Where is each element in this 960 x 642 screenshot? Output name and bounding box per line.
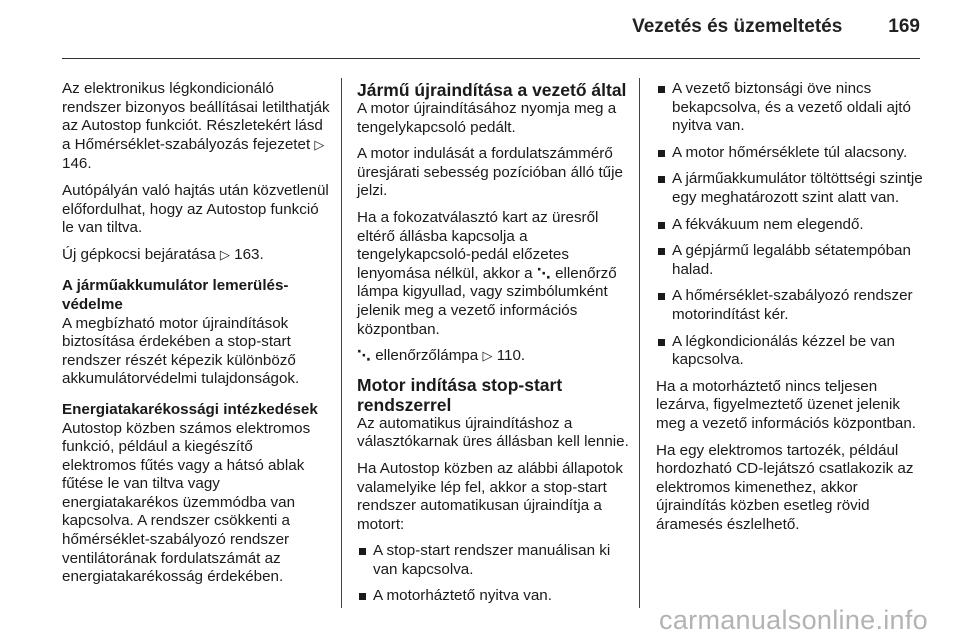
column-2 (357, 80, 629, 614)
list-item: A stop-start rendszer manuálisan ki van kapcsolva. (357, 542, 629, 579)
list-item: A gépjármű legalább sétatempóban halad. (656, 242, 924, 279)
list-item: A fékvákuum nem elegendő. (656, 216, 924, 235)
list-item: A motor hőmérséklete túl alacsony. (656, 144, 924, 163)
paragraph: Az elektronikus légkondicionáló rendszer bizonyos beállításai letilthatják az Autostop funkciót. Részletekért lásd a Hőmérséklet-szabályozás fejezetet ▷ 146. (62, 80, 330, 173)
condition-list-continued (656, 80, 924, 370)
cross-reference-arrow-icon: ▷ (219, 247, 230, 263)
cross-reference-arrow-icon: ▷ (314, 137, 325, 153)
list-item: A vezető biztonsági öve nincs bekapcsolva, és a vezető oldali ajtó nyitva van. (656, 80, 924, 136)
list-item: A légkondicionálás kézzel be van kapcsolva. (656, 333, 924, 370)
paragraph: A motor indulását a fordulatszámmérő üresjárati sebesség pozícióban álló tűje jelzi. (357, 145, 623, 200)
column-divider-1 (341, 78, 342, 608)
list-item: A hőmérséklet-szabályozó rendszer motorindítást kér. (656, 287, 924, 324)
paragraph: Autostop közben számos elektromos funkció, például a kiegészítő elektromos fűtés vagy a hátsó ablak fűtése le van tiltva vagy energiatakarékos üzemmódba van kapcsolva. A rendszer csökkenti a hőmérséklet-szabályozó rendszer ventilátorának fordulatszámát az energiatakarékosság érdekében. (62, 419, 311, 586)
heading-stop-start-start: Motor indítása stop-start rendszerrel (357, 374, 563, 415)
paragraph: ⋱ ellenőrzőlámpa ▷ 110. (357, 347, 526, 365)
cross-reference-page[interactable]: 110. (496, 347, 526, 365)
battery-warning-lamp-icon: ⋱ (536, 265, 551, 282)
paragraph: Ha a fokozatválasztó kart az üresről eltérő állásba kapcsolja a tengelykapcsoló-pedál előzetes lenyomása nélkül, akkor a ⋱ ellenőrző lámpa kigyullad, vagy szimbólumként jelenik meg a vezető információs központban. (357, 208, 617, 338)
page-number: 169 (888, 16, 920, 37)
cross-reference-page[interactable]: 146. (62, 155, 92, 173)
column-3 (656, 80, 924, 542)
list-item: A motorháztető nyitva van. (357, 587, 629, 606)
paragraph: Az automatikus újraindításhoz a választókarnak üres állásban kell lennie. (357, 414, 629, 451)
header-divider (62, 58, 920, 59)
subheading-battery-protection: A járműakkumulátor lemerülés-védelme (62, 277, 289, 313)
paragraph: Ha a motorháztető nincs teljesen lezárva, figyelmeztető üzenet jelenik meg a vezető információs központban. (656, 377, 917, 432)
column-1 (62, 80, 330, 595)
paragraph: Ha egy elektromos tartozék, például hordozható CD-lejátszó csatlakozik az elektromos kimenethez, akkor újraindítás közben esetleg rövid áramesés észlelhető. (656, 441, 914, 533)
condition-list (357, 542, 629, 606)
paragraph: Ha Autostop közben az alábbi állapotok valamelyike lép fel, akkor a stop-start rendszer automatikusan újraindítja a motort: (357, 459, 623, 533)
page-title: Vezetés és üzemeltetés (632, 16, 843, 37)
cross-reference-page[interactable]: 163. (234, 245, 264, 263)
paragraph: A motor újraindításához nyomja meg a tengelykapcsoló pedált. (357, 100, 617, 136)
column-divider-2 (639, 78, 640, 608)
page-header (632, 16, 920, 38)
paragraph: Új gépkocsi bejáratása ▷ 163. (62, 245, 264, 263)
subheading-energy-saving: Energiatakarékossági intézkedések (62, 400, 318, 418)
cross-reference-arrow-icon: ▷ (482, 349, 493, 365)
watermark: carmanualsonline.info (659, 605, 928, 635)
paragraph: Autópályán való hajtás után közvetlenül előfordulhat, hogy az Autostop funkció le van tiltva. (62, 181, 329, 237)
list-item: A járműakkumulátor töltöttségi szintje egy meghatározott szint alatt van. (656, 170, 924, 207)
heading-driver-restart: Jármű újraindítása a vezető által (357, 80, 627, 100)
paragraph: A megbízható motor újraindítások biztosítása érdekében a stop-start rendszer részét képezik különböző akkumulátorvédelmi tulajdonságok. (62, 314, 300, 388)
battery-warning-lamp-icon: ⋱ (357, 348, 371, 365)
